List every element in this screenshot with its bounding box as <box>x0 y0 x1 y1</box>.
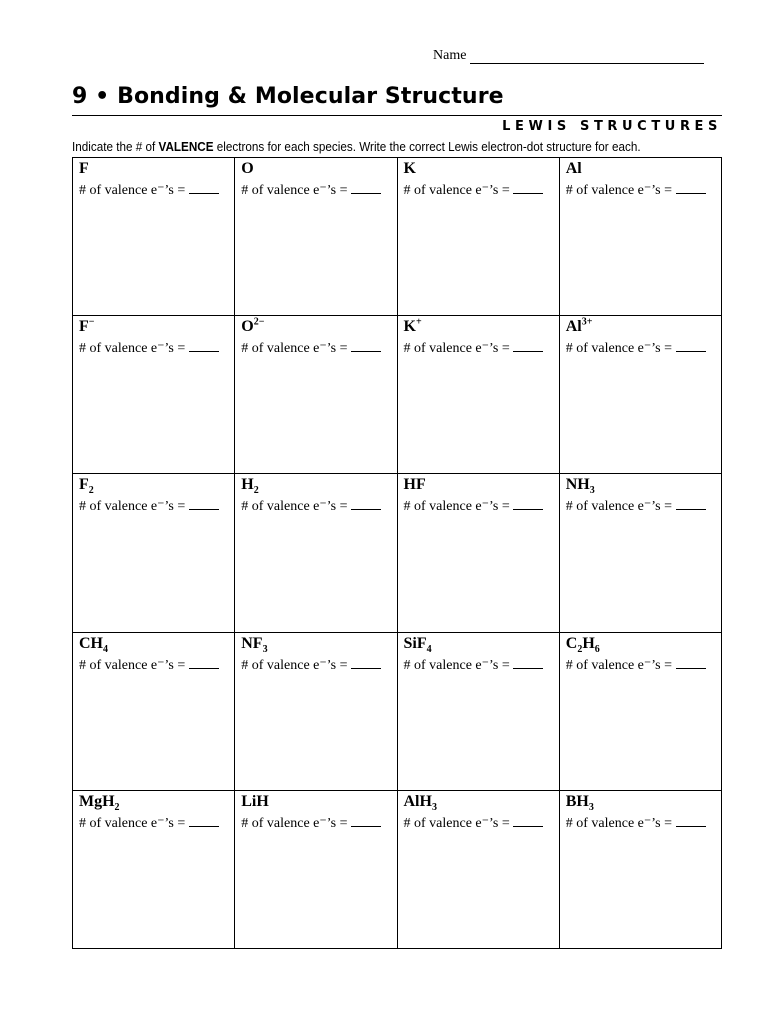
valence-count-line <box>566 656 715 674</box>
species-formula <box>566 160 715 180</box>
species-formula <box>241 635 390 655</box>
species-formula <box>79 793 228 813</box>
valence-prompt: # of valence e⁻’s = <box>403 183 514 198</box>
formula-subscript: 6 <box>594 643 600 655</box>
formula-symbol: C <box>565 634 578 652</box>
formula-symbol: Al <box>565 160 582 177</box>
valence-count-line <box>566 497 715 515</box>
name-field <box>433 47 704 64</box>
species-cell-nf3[interactable] <box>235 633 397 791</box>
valence-count-line <box>404 814 553 832</box>
formula-symbol: O <box>241 160 254 177</box>
species-formula <box>79 476 228 496</box>
formula-symbol: AlH <box>403 792 432 810</box>
valence-answer-blank[interactable] <box>351 656 381 669</box>
valence-answer-blank[interactable] <box>189 814 219 827</box>
valence-count-line <box>79 814 228 832</box>
instructions <box>72 139 666 154</box>
formula-subscript: 4 <box>426 643 432 655</box>
formula-subscript: 3 <box>262 643 268 655</box>
species-formula <box>241 793 390 813</box>
species-cell-nh3[interactable] <box>560 474 722 632</box>
valence-count-line <box>404 339 553 357</box>
species-cell-al3-ion[interactable] <box>560 316 722 474</box>
formula-symbol: K <box>403 160 416 177</box>
valence-prompt: # of valence e⁻’s = <box>79 815 189 831</box>
species-cell-k-ion[interactable] <box>398 316 560 474</box>
valence-answer-blank[interactable] <box>676 814 706 827</box>
valence-prompt: # of valence e⁻’s = <box>79 183 189 198</box>
instructions-prefix: Indicate the # of <box>72 139 159 154</box>
instructions-emphasis: VALENCE <box>158 139 214 154</box>
valence-count-line <box>404 656 553 674</box>
species-formula <box>241 160 390 180</box>
valence-answer-blank[interactable] <box>676 181 706 194</box>
formula-symbol: F <box>79 160 89 177</box>
species-cell-alh3[interactable] <box>398 791 560 949</box>
valence-prompt: # of valence e⁻’s = <box>403 499 514 515</box>
species-formula <box>404 160 553 180</box>
valence-answer-blank[interactable] <box>351 339 381 352</box>
valence-answer-blank[interactable] <box>189 656 219 669</box>
valence-answer-blank[interactable] <box>676 339 706 352</box>
formula-symbol: NF <box>241 634 263 652</box>
valence-prompt: # of valence e⁻’s = <box>241 183 351 198</box>
formula-subscript: 3 <box>588 801 594 813</box>
valence-prompt: # of valence e⁻’s = <box>403 341 514 357</box>
valence-prompt: # of valence e⁻’s = <box>79 657 189 673</box>
valence-prompt: # of valence e⁻’s = <box>79 499 189 515</box>
formula-charge: + <box>415 316 422 328</box>
valence-prompt: # of valence e⁻’s = <box>241 657 351 673</box>
formula-subscript: 3 <box>589 485 595 497</box>
valence-count-line <box>566 339 715 357</box>
species-cell-mgh2[interactable] <box>73 791 235 949</box>
name-label: Name <box>433 48 467 63</box>
formula-charge: 2− <box>253 316 265 328</box>
species-cell-sif4[interactable] <box>398 633 560 791</box>
valence-prompt: # of valence e⁻’s = <box>403 657 514 673</box>
valence-count-line <box>79 339 228 357</box>
species-formula <box>566 318 715 338</box>
name-blank-line[interactable] <box>470 47 704 64</box>
lewis-structure-grid <box>72 157 722 949</box>
formula-subscript: 2 <box>577 643 583 655</box>
species-formula <box>241 476 390 496</box>
formula-symbol: H <box>241 476 254 494</box>
valence-answer-blank[interactable] <box>189 497 219 510</box>
formula-symbol: CH <box>79 634 103 652</box>
formula-subscript: 2 <box>114 801 120 813</box>
valence-prompt: # of valence e⁻’s = <box>79 341 189 357</box>
valence-count-line <box>241 497 390 515</box>
species-cell-ch4[interactable] <box>73 633 235 791</box>
valence-count-line <box>241 181 390 199</box>
section-label: LEWIS STRUCTURES <box>502 119 722 134</box>
formula-symbol: K <box>403 318 416 336</box>
valence-count-line <box>404 181 553 199</box>
valence-prompt: # of valence e⁻’s = <box>565 657 676 673</box>
formula-subscript: 4 <box>103 643 108 655</box>
formula-symbol: Al <box>565 318 582 336</box>
species-formula <box>404 793 553 813</box>
species-formula <box>404 318 553 338</box>
valence-count-line <box>566 181 715 199</box>
species-cell-f-ion[interactable] <box>73 316 235 474</box>
formula-symbol: NH <box>565 476 590 494</box>
species-formula <box>404 635 553 655</box>
valence-count-line <box>566 814 715 832</box>
formula-symbol: BH <box>565 792 589 810</box>
valence-prompt: # of valence e⁻’s = <box>565 815 676 831</box>
formula-symbol: LiH <box>241 792 269 810</box>
species-cell-h2[interactable] <box>235 474 397 632</box>
formula-symbol: O <box>241 318 254 336</box>
title-divider <box>72 115 722 116</box>
species-cell-f2[interactable] <box>73 474 235 632</box>
species-cell-al[interactable] <box>560 158 722 316</box>
valence-answer-blank[interactable] <box>351 814 381 827</box>
valence-prompt: # of valence e⁻’s = <box>241 341 351 357</box>
species-formula <box>79 635 228 655</box>
valence-prompt: # of valence e⁻’s = <box>241 815 351 831</box>
valence-count-line <box>79 656 228 674</box>
species-formula <box>79 160 228 180</box>
valence-count-line <box>241 814 390 832</box>
valence-answer-blank[interactable] <box>513 656 543 669</box>
valence-answer-blank[interactable] <box>513 181 543 194</box>
valence-answer-blank[interactable] <box>351 181 381 194</box>
species-formula <box>566 793 715 813</box>
valence-answer-blank[interactable] <box>189 339 219 352</box>
species-cell-c2h6[interactable] <box>560 633 722 791</box>
valence-prompt: # of valence e⁻’s = <box>565 341 676 357</box>
valence-answer-blank[interactable] <box>351 497 381 510</box>
formula-symbol: H <box>582 634 595 652</box>
species-cell-f[interactable] <box>73 158 235 316</box>
species-cell-k[interactable] <box>398 158 560 316</box>
species-formula <box>79 318 228 338</box>
formula-symbol: F <box>79 318 89 336</box>
valence-answer-blank[interactable] <box>513 497 543 510</box>
valence-count-line <box>241 339 390 357</box>
species-formula <box>566 635 715 655</box>
formula-symbol: MgH <box>79 792 115 810</box>
valence-answer-blank[interactable] <box>513 814 543 827</box>
species-formula <box>566 476 715 496</box>
valence-count-line <box>79 181 228 199</box>
formula-subscript: 2 <box>253 485 259 497</box>
formula-symbol: F <box>79 476 89 494</box>
valence-prompt: # of valence e⁻’s = <box>565 499 676 515</box>
formula-subscript: 2 <box>88 485 94 497</box>
valence-answer-blank[interactable] <box>513 339 543 352</box>
species-cell-bh3[interactable] <box>560 791 722 949</box>
formula-symbol: HF <box>403 476 426 494</box>
formula-subscript: 3 <box>431 801 437 813</box>
formula-symbol: SiF <box>403 634 427 652</box>
valence-count-line <box>241 656 390 674</box>
formula-charge: 3+ <box>581 316 593 328</box>
valence-prompt: # of valence e⁻’s = <box>565 183 676 198</box>
valence-answer-blank[interactable] <box>676 656 706 669</box>
formula-charge: − <box>88 316 95 328</box>
species-cell-o2-ion[interactable] <box>235 316 397 474</box>
instructions-suffix: electrons for each species. Write the correct Lewis electron-dot structure for each. <box>213 139 641 154</box>
species-cell-hf[interactable] <box>398 474 560 632</box>
species-cell-lih[interactable] <box>235 791 397 949</box>
page-title: 9 • Bonding & Molecular Structure <box>72 84 504 109</box>
species-formula <box>404 476 553 496</box>
valence-count-line <box>404 497 553 515</box>
species-cell-o[interactable] <box>235 158 397 316</box>
valence-answer-blank[interactable] <box>189 181 219 194</box>
valence-prompt: # of valence e⁻’s = <box>241 499 351 515</box>
valence-count-line <box>79 497 228 515</box>
valence-answer-blank[interactable] <box>676 497 706 510</box>
valence-prompt: # of valence e⁻’s = <box>403 815 514 831</box>
species-formula <box>241 318 390 338</box>
